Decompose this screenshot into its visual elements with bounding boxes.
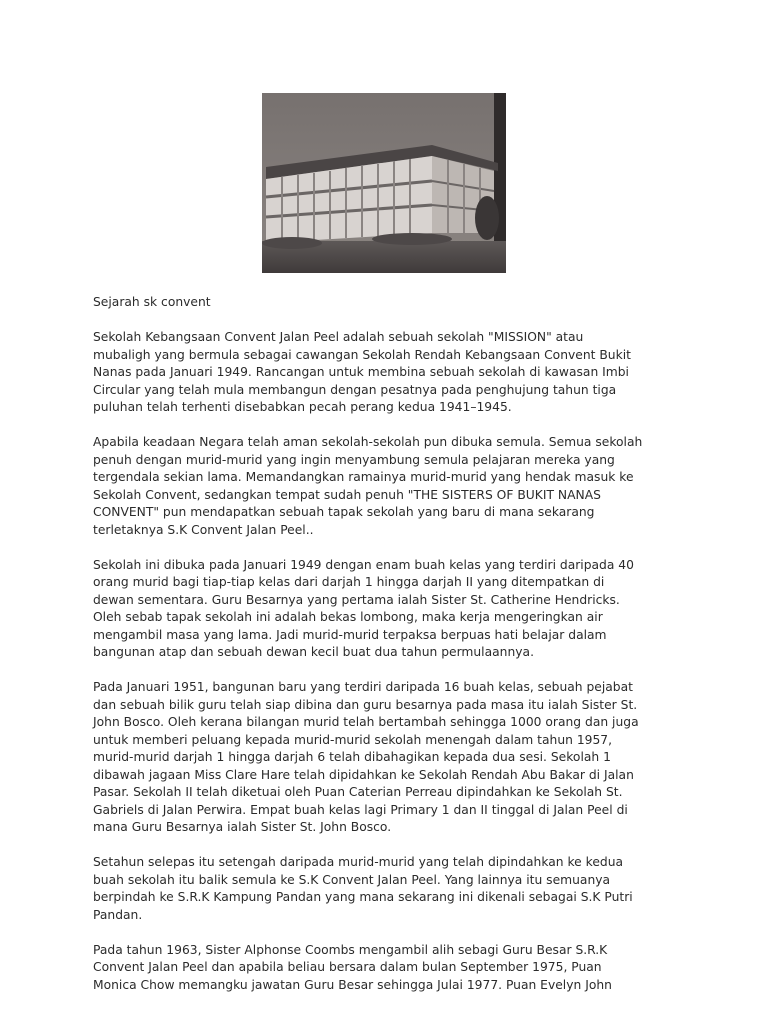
article-paragraph: Sekolah ini dibuka pada Januari 1949 dengan enam buah kelas yang terdiri daripada 40 orang murid bagi tiap-tiap kelas dari darjah 1 hingga darjah II yang ditempatkan di dewan sementara. Guru Besarnya yang pertama ialah Sister St. Catherine Hendricks. Oleh sebab tapak sekolah ini adalah bekas lombong, maka kerja mengeringkan air mengambil masa yang lama. Jadi murid-murid terpaksa berpuas hati belajar dalam bangunan atap dan sebuah dewan kecil buat dua tahun permulaannya. [93,557,634,659]
article-paragraph: Sekolah Kebangsaan Convent Jalan Peel adalah sebuah sekolah "MISSION" atau mubaligh yang bermula sebagai cawangan Sekolah Rendah Kebangsaan Convent Bukit Nanas pada Januari 1949. Rancangan untuk membina sebuah sekolah di kawasan Imbi Circular yang telah mula membangun dengan pesatnya pada penghujung tahun tiga puluhan telah terhenti disebabkan pecah perang kedua 1941–1945. [93,330,631,414]
article-paragraph: Setahun selepas itu setengah daripada murid-murid yang telah dipindahkan ke kedua buah sekolah itu balik semula ke S.K Convent Jalan Peel. Yang lainnya itu semuanya berpindah ke S.R.K Kampung Pandan yang mana sekarang ini dikenali sebagai S.K Putri Pandan. [93,855,633,922]
article-paragraph: Pada tahun 1963, Sister Alphonse Coombs mengambil alih sebagi Guru Besar S.R.K Convent Jalan Peel dan apabila beliau bersara dalam bulan September 1975, Puan Monica Chow memangku jawatan Guru Besar sehingga Julai 1977. Puan Evelyn John [93,942,612,992]
school-building-photo [262,93,506,273]
article-paragraph: Pada Januari 1951, bangunan baru yang terdiri daripada 16 buah kelas, sebuah pejabat dan sebuah bilik guru telah siap dibina dan guru besarnya pada masa itu ialah Sister St. John Bosco. Oleh kerana bilangan murid telah bertambah sehingga 1000 orang dan juga untuk memberi peluang kepada murid-murid sekolah menengah dalam tahun 1957, murid-murid darjah 1 hingga darjah 6 telah dibahagikan kepada dua sesi. Sekolah 1 dibawah jagaan Miss Clare Hare telah dipidahkan ke Sekolah Rendah Abu Bakar di Jalan Pasar. Sekolah II telah diketuai oleh Puan Caterian Perreau dipindahkan ke Sekolah St. Gabriels di Jalan Perwira. Empat buah kelas lagi Primary 1 dan II tinggal di Jalan Peel di mana Guru Besarnya ialah Sister St. John Bosco. [93,680,639,834]
article-title: Sejarah sk convent [93,295,211,309]
article-paragraph: Apabila keadaan Negara telah aman sekolah-sekolah pun dibuka semula. Semua sekolah penuh dengan murid-murid yang ingin menyambung semula pelajaran mereka yang tergendala sekian lama. Memandangkan ramainya murid-murid yang hendak masuk ke Sekolah Convent, sedangkan tempat sudah penuh "THE SISTERS OF BUKIT NANAS CONVENT" pun mendapatkan sebuah tapak sekolah yang baru di mana sekarang terletaknya S.K Convent Jalan Peel.. [93,435,643,537]
article [93,294,683,1012]
